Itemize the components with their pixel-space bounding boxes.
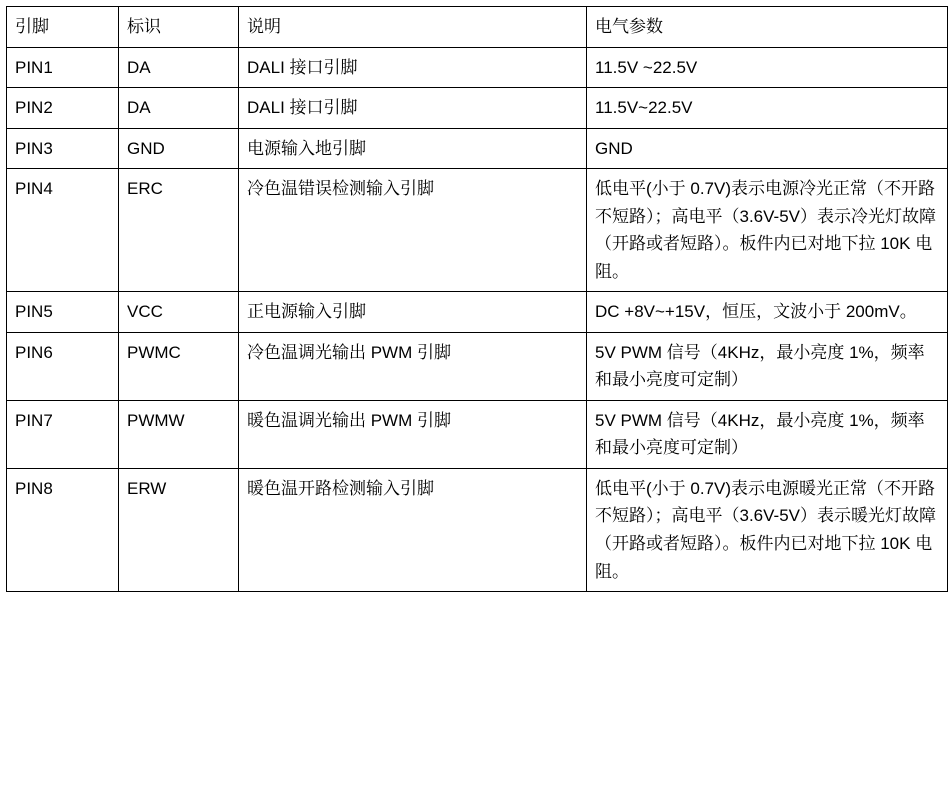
cell-id: DA [119, 47, 239, 88]
cell-pin: PIN7 [7, 400, 119, 468]
cell-id: DA [119, 88, 239, 129]
cell-id: VCC [119, 292, 239, 333]
cell-desc: 冷色温调光输出 PWM 引脚 [239, 332, 587, 400]
pin-definition-table [6, 6, 948, 592]
table-row [7, 332, 948, 400]
cell-desc: 正电源输入引脚 [239, 292, 587, 333]
table-row [7, 292, 948, 333]
cell-elec: 11.5V ~22.5V [587, 47, 948, 88]
cell-desc: DALI 接口引脚 [239, 88, 587, 129]
cell-id: PWMC [119, 332, 239, 400]
cell-desc: 暖色温开路检测输入引脚 [239, 468, 587, 591]
table-row [7, 468, 948, 591]
table-row [7, 400, 948, 468]
cell-id: ERW [119, 468, 239, 591]
cell-pin: PIN6 [7, 332, 119, 400]
cell-desc: DALI 接口引脚 [239, 47, 587, 88]
table-row [7, 88, 948, 129]
cell-desc: 暖色温调光输出 PWM 引脚 [239, 400, 587, 468]
table-header-row [7, 7, 948, 48]
cell-elec: GND [587, 128, 948, 169]
cell-id: PWMW [119, 400, 239, 468]
cell-pin: PIN3 [7, 128, 119, 169]
cell-desc: 冷色温错误检测输入引脚 [239, 169, 587, 292]
cell-desc: 电源输入地引脚 [239, 128, 587, 169]
cell-elec: 低电平(小于 0.7V)表示电源暖光正常（不开路不短路）；高电平（3.6V-5V）表示暖光灯故障（开路或者短路）。板件内已对地下拉 10K 电阻。 [587, 468, 948, 591]
cell-pin: PIN8 [7, 468, 119, 591]
column-header-id: 标识 [119, 7, 239, 48]
table-row [7, 47, 948, 88]
cell-elec: DC +8V~+15V，恒压，文波小于 200mV。 [587, 292, 948, 333]
table-row [7, 128, 948, 169]
column-header-elec: 电气参数 [587, 7, 948, 48]
cell-id: ERC [119, 169, 239, 292]
table-row [7, 169, 948, 292]
cell-elec: 11.5V~22.5V [587, 88, 948, 129]
cell-elec: 5V PWM 信号（4KHz，最小亮度 1%，频率和最小亮度可定制） [587, 400, 948, 468]
cell-pin: PIN2 [7, 88, 119, 129]
column-header-desc: 说明 [239, 7, 587, 48]
cell-elec: 5V PWM 信号（4KHz，最小亮度 1%，频率和最小亮度可定制） [587, 332, 948, 400]
cell-pin: PIN1 [7, 47, 119, 88]
cell-pin: PIN5 [7, 292, 119, 333]
cell-pin: PIN4 [7, 169, 119, 292]
column-header-pin: 引脚 [7, 7, 119, 48]
cell-elec: 低电平(小于 0.7V)表示电源冷光正常（不开路不短路）；高电平（3.6V-5V）表示冷光灯故障（开路或者短路）。板件内已对地下拉 10K 电阻。 [587, 169, 948, 292]
cell-id: GND [119, 128, 239, 169]
